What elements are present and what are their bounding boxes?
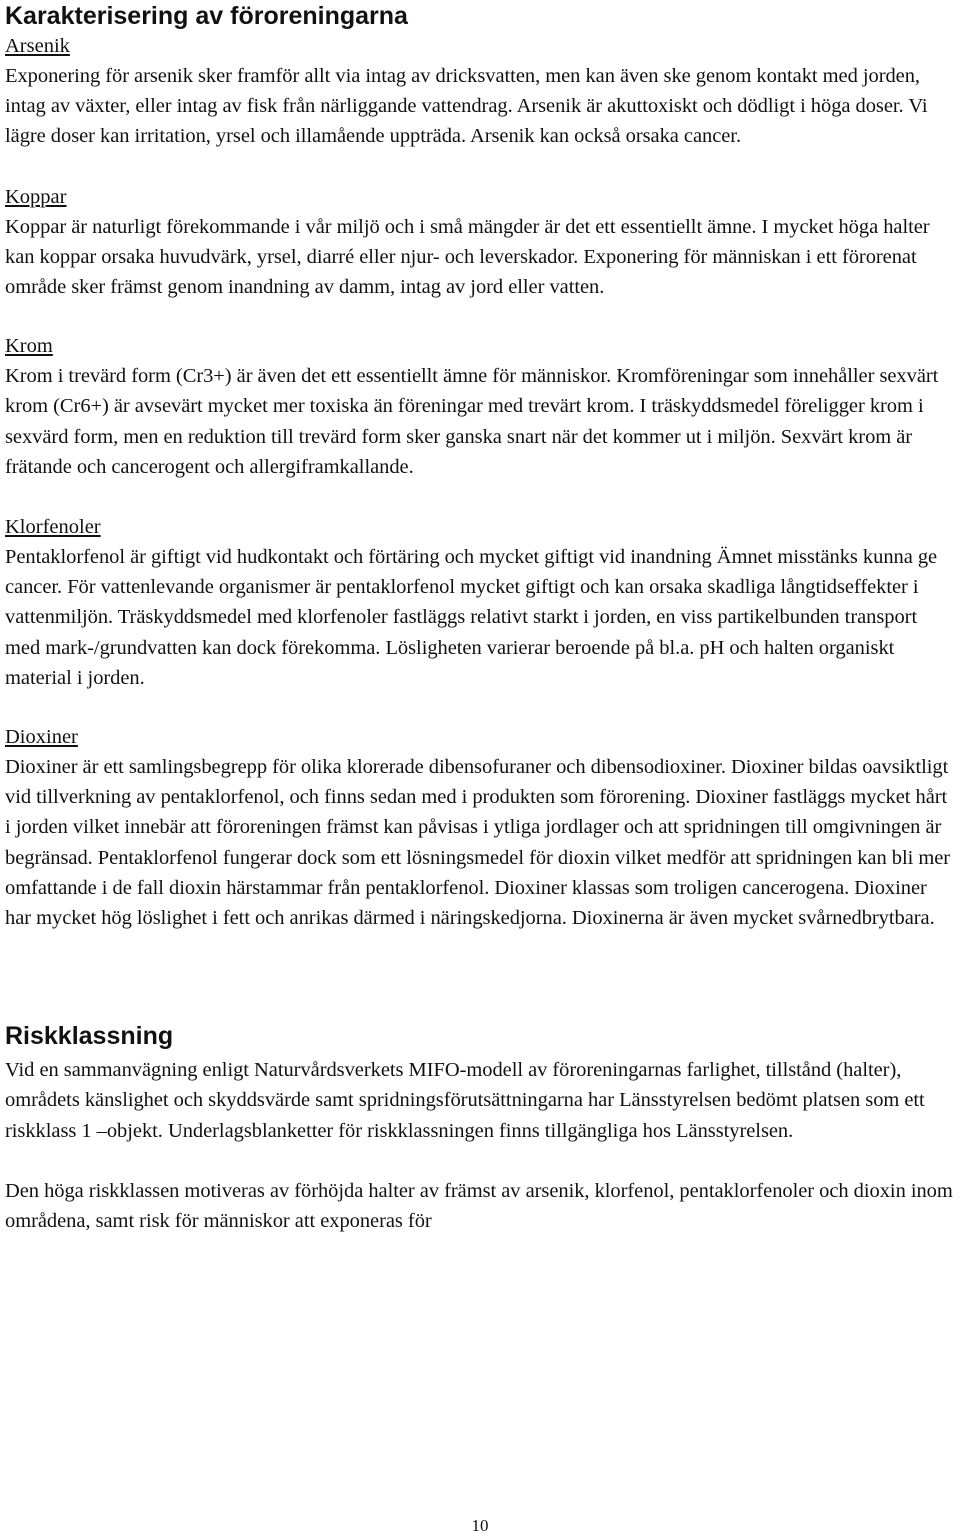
section-title: Koppar bbox=[5, 185, 67, 208]
section-title: Klorfenoler bbox=[5, 516, 101, 539]
risk-paragraph-2: Den höga riskklassen motiveras av förhöjda halter av främst av arsenik, klorfenol, pentaklorfenoler och dioxin inom områdena, samt risk för människor att exponeras för bbox=[5, 1179, 953, 1233]
section-body: Dioxiner är ett samlingsbegrepp för olika klorerade dibensofuraner och dibensodioxiner. Dioxiner bildas oavsiktligt vid tillverkning av pentaklorfenol, och finns sedan med i produkten som förorening. Dioxiner fastläggs mycket hårt i jorden vilket innebär att föroreningen främst kan påvisas i ytliga jordlager och att spridningen till omgivningen är begränsad. Pentaklorfenol fungerar dock som ett lösningsmedel för dioxin vilket medför att spridningen kan bli mer omfattande i de fall dioxin härstammar från pentaklorfenol. Dioxiner klassas som troligen cancerogena. Dioxiner har mycket hög löslighet i fett och anrikas därmed i näringskedjorna. Dioxinerna är även mycket svårnedbrytbara. bbox=[5, 756, 951, 930]
section-krom bbox=[5, 331, 957, 482]
section-body: Pentaklorfenol är giftigt vid hudkontakt och förtäring och mycket giftigt vid inandning Ämnet misstänks kunna ge cancer. För vattenlevande organismer är pentaklorfenol mycket giftigt och kan orsaka skadliga långtidseffekter i vattenmiljön. Träskyddsmedel med klorfenoler fastläggs relativt starkt i jorden, en viss partikelbunden transport med mark-/grundvatten kan dock förekomma. Lösligheten varierar beroende på bl.a. pH och halten organiskt material i jorden. bbox=[5, 546, 938, 689]
document-page bbox=[5, 0, 957, 1236]
section-body: Krom i trevärd form (Cr3+) är även det ett essentiellt ämne för människor. Kromföreningar som innehåller sexvärt krom (Cr6+) är avsevärt mycket mer toxiska än föreningar med trevärt krom. I träskyddsmedel föreligger krom i sexvärd form, men en reduktion till trevärd form sker ganska snart när det kommer ut i miljön. Sexvärt krom är frätande och cancerogent och allergiframkallande. bbox=[5, 365, 939, 478]
section-koppar bbox=[5, 182, 957, 303]
risk-paragraph-1: Vid en sammanvägning enligt Naturvårdsverkets MIFO-modell av föroreningarnas farlighet, tillstånd (halter), områdets känslighet och skyddsvärde samt spridningsförutsättningarna har Länsstyrelsen bedömt platsen som ett riskklass 1 –objekt. Underlagsblanketter för riskklassningen finns tillgängliga hos Länsstyrelsen. bbox=[5, 1059, 925, 1142]
page-heading: Karakterisering av föroreningarna bbox=[5, 2, 408, 30]
section-title: Dioxiner bbox=[5, 726, 78, 749]
section-klorfenoler bbox=[5, 512, 957, 693]
section-body: Exponering för arsenik sker framför allt via intag av dricksvatten, men kan även ske genom kontakt med jorden, intag av växter, eller intag av fisk från närliggande vattendrag. Arsenik är akuttoxiskt och dödligt i höga doser. Vi lägre doser kan irritation, yrsel och illamående uppträda. Arsenik kan också orsaka cancer. bbox=[5, 65, 928, 148]
section-title: Krom bbox=[5, 335, 53, 358]
section-arsenik bbox=[5, 31, 957, 152]
section-title: Arsenik bbox=[5, 35, 70, 57]
risk-heading: Riskklassning bbox=[5, 1022, 174, 1051]
page-number: 10 bbox=[471, 1516, 489, 1535]
section-dioxiner bbox=[5, 722, 957, 933]
section-body: Koppar är naturligt förekommande i vår miljö och i små mängder är det ett essentiellt ämne. I mycket höga halter kan koppar orsaka huvudvärk, yrsel, diarré eller njur- och leverskador. Exponering för människan i ett förorenat område sker främst genom inandning av damm, intag av jord eller vatten. bbox=[5, 215, 930, 299]
